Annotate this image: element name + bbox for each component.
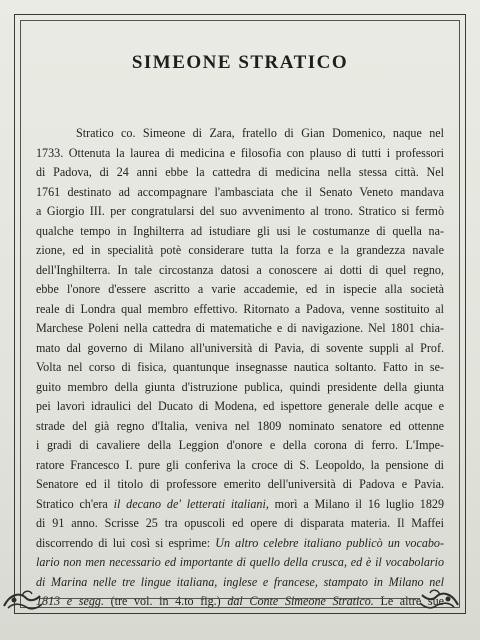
text-line: zione, ed in specialità potè considerare tutta la forza e la grandezza navale — [36, 243, 444, 257]
text-line: di 91 anno. Scrisse 25 tra opuscoli ed opere di disparata materia. Il Maffei — [36, 516, 444, 530]
text-line: i gradi di cavaliere della Leggion d'onore e della corona di ferro. L'Impe- — [36, 438, 444, 452]
text-line: reale di Londra qual membro effettivo. Ritornato a Padova, venne sostituito al — [36, 301, 444, 316]
text-line: Senatore ed il titolo di professore emerito dell'università di Padova e Pavia. — [36, 477, 444, 491]
text-line: dell'Inghilterra. In tale circostanza datosi a conoscere ai dotti di quel regno, — [36, 262, 444, 277]
text-line: 1733. Ottenuta la laurea di medicina e filosofia con plauso di tutti i professori — [36, 145, 444, 160]
text-line: 1761 destinato ad accompagnare l'ambasciata che il Senato Veneto mandava — [36, 184, 444, 199]
text-line: ratore Francesco I. pure gli conferiva la croce di S. Leopoldo, la pensione di — [36, 457, 444, 472]
italic-segment: dal Conte Simeone Stratico. — [227, 594, 374, 608]
text-line: mato dal governo di Milano all'università di Pavia, di sovente suppli al Prof. — [36, 340, 444, 355]
text-segment: morì a Milano il 16 luglio 1829 — [274, 496, 444, 511]
italic-line: lario non men necessario ed importante di quello della crusca, ed è il vocabolario — [36, 555, 444, 569]
text-line: qualche tempo in Inghilterra ad istudiare gli usi le costumanze di quella na- — [36, 223, 444, 238]
ornament-left-icon — [2, 586, 44, 612]
italic-segment: il decano de' letterati italiani, — [113, 496, 269, 511]
text-segment: discorrendo di lui così si esprime: — [36, 535, 211, 550]
body-text — [36, 124, 444, 612]
italic-segment: Un altro celebre italiano publicò un vocabo- — [215, 535, 444, 550]
italic-line: di Marina nelle tre lingue italiana, inglese e francese, stampato in Milano nel — [36, 574, 444, 589]
text-line: Marchese Poleni nella cattedra di matematiche e di navigazione. Nel 1801 chia- — [36, 321, 444, 335]
ornament-right-icon — [418, 585, 460, 611]
italic-segment: 1813 e segg. — [36, 594, 104, 608]
text-segment: Le altre sue — [380, 594, 444, 608]
text-line: a Giorgio III. per congratularsi del suo avvenimento al trono. Stratico si fermò — [36, 204, 444, 218]
text-segment: (tre vol. in 4.to fig.) — [110, 594, 221, 608]
text-line: Volta nel corso di fisica, quantunque insegnasse nautica soltanto. Fatto in se- — [36, 360, 444, 374]
text-line: Stratico co. Simeone di Zara, fratello di Gian Domenico, naque nel — [76, 126, 444, 140]
text-line: di Padova, di 24 anni ebbe la cattedra di medicina nella stessa città. Nel — [36, 165, 444, 179]
text-line-mixed — [36, 495, 444, 515]
text-line-mixed — [36, 534, 444, 554]
text-line: strade del già regno d'Italia, veniva nel 1809 nominato senatore ed ottenne — [36, 418, 444, 433]
text-line: ebbe l'onore d'essere ascritto a varie accademie, ed in ispecie alla società — [36, 282, 444, 296]
text-line-mixed — [36, 592, 444, 612]
text-segment: Stratico ch'era — [36, 496, 108, 511]
text-line: guito membro della giunta d'istruzione publica, quindi presidente della giunta — [36, 379, 444, 394]
page-title: SIMEONE STRATICO — [131, 52, 349, 73]
text-line: pei lavori idraulici del Ducato di Modena, ed ispettore generale delle acque e — [36, 399, 444, 413]
bottom-rule — [40, 598, 420, 599]
